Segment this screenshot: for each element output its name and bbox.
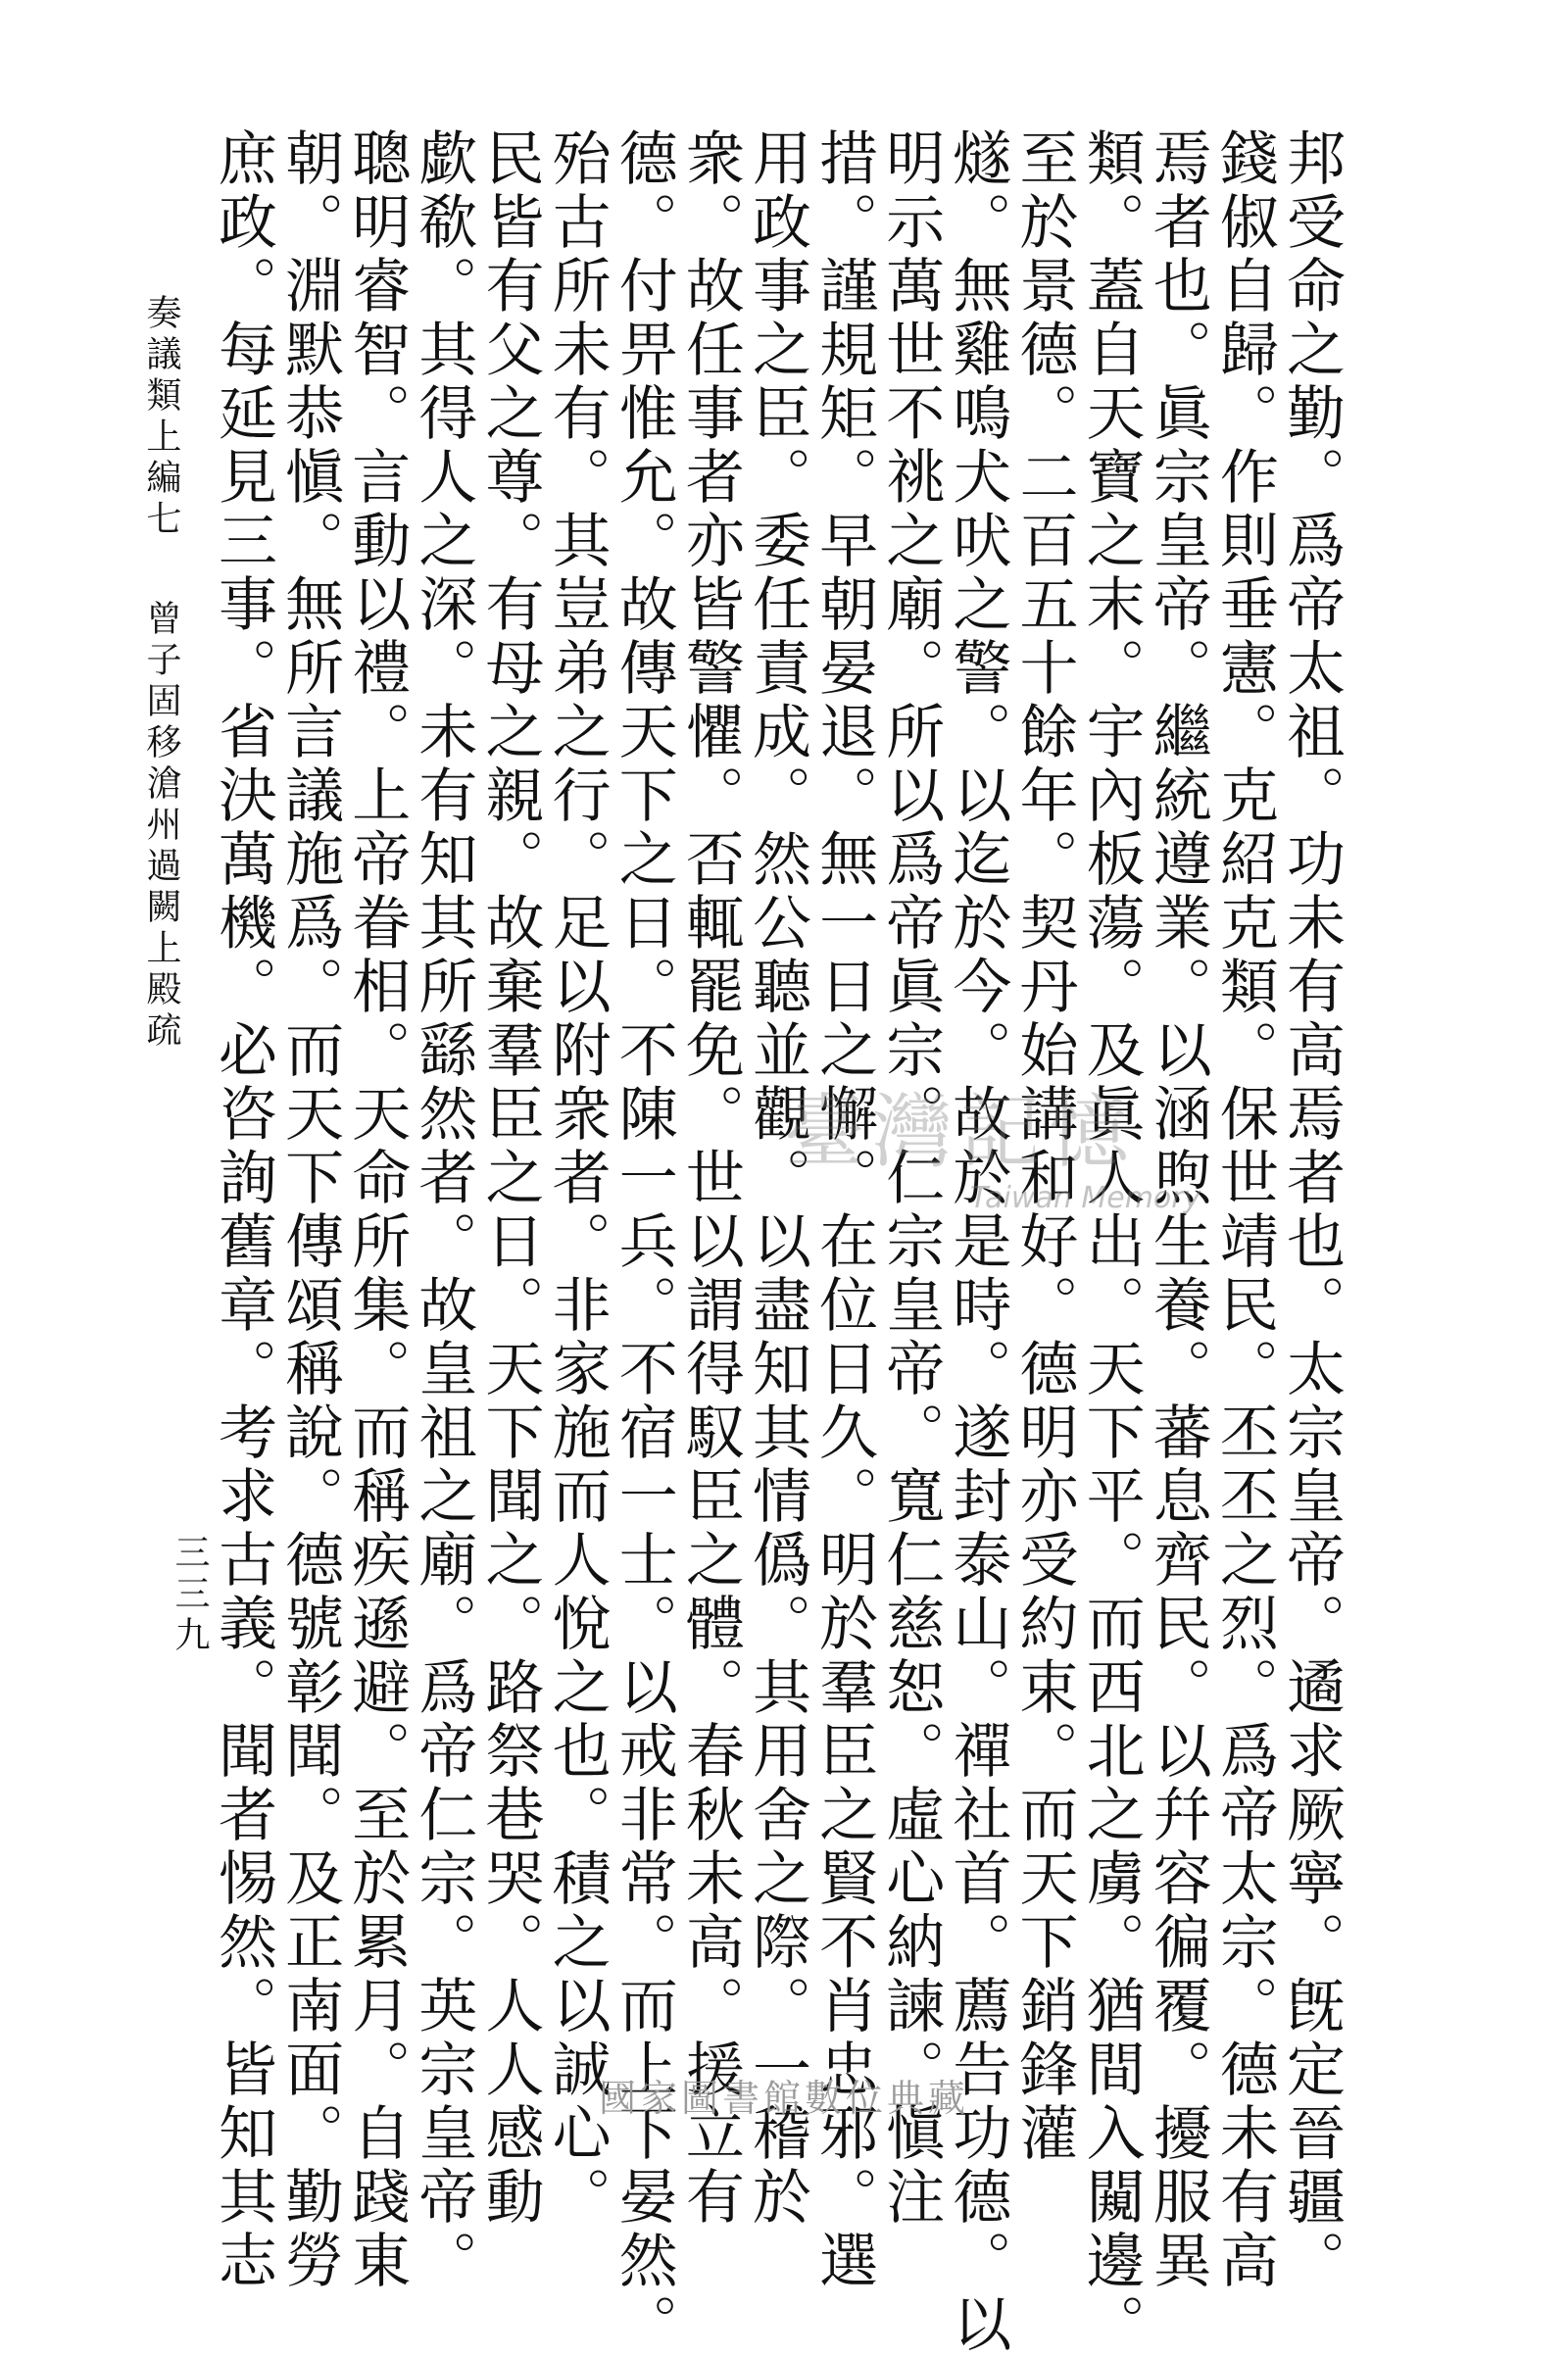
text-column: 邦受命之勤。爲帝太祖。功未有高焉者也。太宗皇帝。遹求厥寧。旣定晉疆。 (1277, 127, 1346, 2293)
text-column: 錢俶自歸。作則垂憲。克紹克類。保世靖民。丕丕之烈。爲帝太宗。德未有高 (1209, 127, 1279, 2293)
text-column: 措。謹規矩。早朝晏退。無一日之懈。在位日久。明於羣臣之賢不肖忠邪。選 (809, 127, 879, 2293)
book-title: 奏議類上編七 (141, 294, 181, 541)
text-column: 歔欷。其得人之深。未有知其所繇然者。故皇祖之廟。爲帝仁宗。英宗皇帝。 (409, 127, 478, 2293)
text-column: 聰明睿智。言動以禮。上帝眷相。天命所集。而稱疾遜避。至於累月。自踐東 (342, 127, 412, 2293)
watermark-logo: 臺灣記憶 (784, 1086, 1138, 1179)
article-title: 曾子固移滄州過闕上殿疏 (141, 600, 181, 1053)
text-column: 用政事之臣。委任責成。然公聽並觀。以盡知其情僞。其用舍之際。一稽於 (743, 127, 811, 2230)
text-column: 德。付畀惟允。故傳天下之日。不陳一兵。不宿一士。以戒非常。而上下晏然。 (609, 127, 678, 2357)
text-column: 明示萬世不祧之廟。所以爲帝眞宗。仁宗皇帝。寬仁慈恕。虛心納諫。愼注 (876, 127, 946, 2230)
text-column: 民皆有父之尊。有母之親。故棄羣臣之日。天下聞之。路祭巷哭。人人感動 (475, 127, 545, 2230)
text-column: 衆。故任事者亦皆警懼。否輒罷免。世以謂得馭臣之體。春秋未高。援立有 (675, 127, 745, 2230)
text-column: 燧。無雞鳴犬吠之警。以迄於今。故於是時。遂封泰山。禪社首。薦告功德。以 (943, 127, 1012, 2357)
watermark-subtitle: Taiwan Memory (970, 1181, 1201, 1215)
text-column: 朝。淵默恭愼。無所言議施爲。而天下傳頌稱說。德號彰聞。及正南面。勤勞 (275, 127, 345, 2293)
text-column: 焉者也。眞宗皇帝。繼統遵業。以涵煦生養。蕃息齊民。以幷容徧覆。擾服異 (1143, 127, 1212, 2293)
text-column: 庶政。每延見三事。省決萬機。必咨詢舊章。考求古義。聞者惕然。皆知其志 (209, 127, 277, 2293)
footer-credit: 國家圖書館數位典藏 (598, 2077, 969, 2120)
text-column: 至於景德。二百五十餘年。契丹始講和好。德明亦受約束。而天下銷鋒灌 (1009, 127, 1079, 2166)
text-column: 類。蓋自天寶之末。宇內板蕩。及眞人出。天下平。而西北之虜。猶間入闚邊。 (1076, 127, 1146, 2357)
running-header (136, 294, 186, 1053)
page-number: 三三九 (170, 1534, 210, 1657)
text-column: 殆古所未有。其豈弟之行。足以附衆者。非家施而人悅之也。積之以誠心。 (542, 127, 612, 2230)
